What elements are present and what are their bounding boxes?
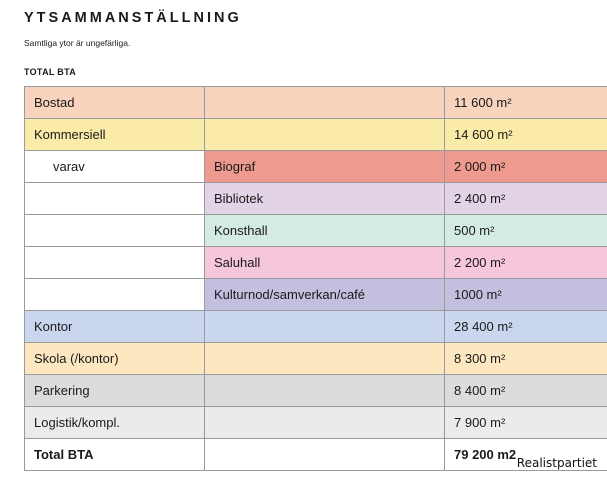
table-row (25, 215, 607, 247)
subcategory-cell (205, 311, 445, 343)
table-row (25, 343, 607, 375)
area-value-cell: 14 600 m² (445, 119, 607, 151)
table-row (25, 311, 607, 343)
area-value-cell: 2 200 m² (445, 247, 607, 279)
area-value-cell: 11 600 m² (445, 87, 607, 119)
area-value-cell: 1000 m² (445, 279, 607, 311)
page-subtitle: Samtliga ytor är ungefärliga. (24, 38, 131, 48)
area-table (24, 86, 607, 471)
category-cell: Kontor (25, 311, 205, 343)
category-cell: Logistik/kompl. (25, 407, 205, 439)
area-value-cell: 500 m² (445, 215, 607, 247)
table-row (25, 407, 607, 439)
table-row (25, 279, 607, 311)
table-row (25, 119, 607, 151)
table-row (25, 247, 607, 279)
subcategory-cell (205, 407, 445, 439)
subcategory-cell: Kulturnod/samverkan/café (205, 279, 445, 311)
subcategory-cell: Konsthall (205, 215, 445, 247)
category-cell: Bostad (25, 87, 205, 119)
area-value-cell: 2 400 m² (445, 183, 607, 215)
subcategory-cell (205, 87, 445, 119)
category-cell: Total BTA (25, 439, 205, 471)
area-value-cell: 8 400 m² (445, 375, 607, 407)
category-cell: varav (25, 151, 205, 183)
area-value-cell: 7 900 m² (445, 407, 607, 439)
category-cell (25, 215, 205, 247)
category-cell: Parkering (25, 375, 205, 407)
subcategory-cell (205, 343, 445, 375)
subcategory-cell: Bibliotek (205, 183, 445, 215)
table-row (25, 183, 607, 215)
category-cell (25, 183, 205, 215)
table-row (25, 87, 607, 119)
area-value-cell: 2 000 m² (445, 151, 607, 183)
subcategory-cell: Biograf (205, 151, 445, 183)
watermark-text: Realistpartiet (516, 456, 597, 470)
subcategory-cell (205, 375, 445, 407)
area-value-cell: 8 300 m² (445, 343, 607, 375)
category-cell (25, 247, 205, 279)
section-heading: TOTAL BTA (24, 67, 77, 77)
page-title: YTSAMMANSTÄLLNING (24, 10, 242, 26)
category-cell (25, 279, 205, 311)
category-cell: Skola (/kontor) (25, 343, 205, 375)
table-row (25, 375, 607, 407)
subcategory-cell (205, 119, 445, 151)
area-value-cell: 79 200 m2 (445, 439, 607, 471)
table-row (25, 151, 607, 183)
area-value-cell: 28 400 m² (445, 311, 607, 343)
category-cell: Kommersiell (25, 119, 205, 151)
subcategory-cell: Saluhall (205, 247, 445, 279)
subcategory-cell (205, 439, 445, 471)
